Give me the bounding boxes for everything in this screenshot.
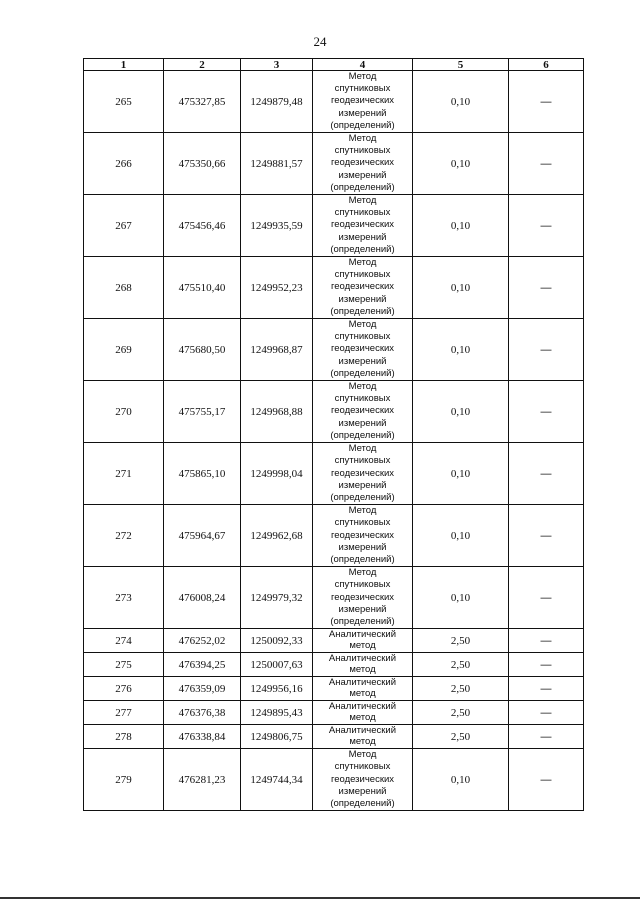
x-coordinate-cell: 476281,23 (164, 749, 241, 811)
table-row (84, 653, 584, 677)
method-line: геодезических (330, 405, 395, 417)
method-line: спутниковых (334, 83, 391, 95)
method-cell (313, 71, 413, 133)
method-cell (313, 319, 413, 381)
method-cell (313, 677, 413, 701)
note-cell: — (509, 677, 584, 701)
method-line: Аналитический (328, 629, 397, 641)
method-line: геодезических (330, 219, 395, 231)
method-cell (313, 749, 413, 811)
accuracy-cell: 0,10 (413, 195, 509, 257)
x-coordinate-cell: 475680,50 (164, 319, 241, 381)
method-cell (313, 629, 413, 653)
y-coordinate-cell: 1249744,34 (241, 749, 313, 811)
method-line: измерений (338, 603, 387, 615)
method-line: Аналитический (328, 725, 397, 737)
y-coordinate-cell: 1249952,23 (241, 257, 313, 319)
method-line: измерений (338, 107, 387, 119)
table-row (84, 443, 584, 505)
note-cell: — (509, 381, 584, 443)
table-row (84, 629, 584, 653)
y-coordinate-cell: 1249895,43 (241, 701, 313, 725)
note-cell: — (509, 653, 584, 677)
method-line: геодезических (330, 467, 395, 479)
x-coordinate-cell: 475510,40 (164, 257, 241, 319)
x-coordinate-cell: 476376,38 (164, 701, 241, 725)
method-line: спутниковых (334, 269, 391, 281)
method-line: Метод (348, 71, 377, 82)
method-line: спутниковых (334, 761, 391, 773)
method-cell (313, 725, 413, 749)
note-cell: — (509, 133, 584, 195)
point-number-cell: 268 (84, 257, 164, 319)
y-coordinate-cell: 1250007,63 (241, 653, 313, 677)
note-cell: — (509, 749, 584, 811)
method-cell (313, 567, 413, 629)
method-line: Метод (348, 319, 377, 331)
accuracy-cell: 0,10 (413, 567, 509, 629)
accuracy-cell: 2,50 (413, 653, 509, 677)
method-line: (определений) (330, 491, 395, 503)
method-line: измерений (338, 293, 387, 305)
method-line: геодезических (330, 591, 395, 603)
column-header: 1 (84, 59, 164, 71)
method-cell (313, 443, 413, 505)
method-line: Метод (348, 749, 377, 761)
y-coordinate-cell: 1249881,57 (241, 133, 313, 195)
x-coordinate-cell: 475755,17 (164, 381, 241, 443)
accuracy-cell: 0,10 (413, 133, 509, 195)
x-coordinate-cell: 476008,24 (164, 567, 241, 629)
point-number-cell: 273 (84, 567, 164, 629)
method-line: Аналитический (328, 677, 397, 689)
x-coordinate-cell: 476394,25 (164, 653, 241, 677)
method-line: геодезических (330, 529, 395, 541)
x-coordinate-cell: 475456,46 (164, 195, 241, 257)
method-line: метод (349, 712, 376, 724)
table-row (84, 505, 584, 567)
method-line: Аналитический (328, 653, 397, 665)
point-number-cell: 272 (84, 505, 164, 567)
point-number-cell: 278 (84, 725, 164, 749)
method-cell (313, 505, 413, 567)
method-line: Метод (348, 133, 377, 145)
accuracy-cell: 0,10 (413, 749, 509, 811)
y-coordinate-cell: 1249998,04 (241, 443, 313, 505)
x-coordinate-cell: 476359,09 (164, 677, 241, 701)
method-line: Метод (348, 257, 377, 269)
accuracy-cell: 0,10 (413, 381, 509, 443)
table-header-row (84, 59, 584, 71)
method-line: метод (349, 640, 376, 652)
method-line: геодезических (330, 281, 395, 293)
method-line: (определений) (330, 305, 395, 317)
method-cell (313, 257, 413, 319)
method-line: спутниковых (334, 207, 391, 219)
page-number: 24 (313, 34, 327, 49)
accuracy-cell: 2,50 (413, 629, 509, 653)
y-coordinate-cell: 1250092,33 (241, 629, 313, 653)
column-header: 4 (313, 59, 413, 71)
method-line: спутниковых (334, 145, 391, 157)
table-row (84, 725, 584, 749)
point-number-cell: 266 (84, 133, 164, 195)
table-row (84, 319, 584, 381)
method-line: метод (349, 736, 376, 748)
x-coordinate-cell: 476338,84 (164, 725, 241, 749)
table-row (84, 567, 584, 629)
table-row (84, 71, 584, 133)
table-row (84, 381, 584, 443)
accuracy-cell: 2,50 (413, 677, 509, 701)
note-cell: — (509, 567, 584, 629)
x-coordinate-cell: 475327,85 (164, 71, 241, 133)
accuracy-cell: 0,10 (413, 257, 509, 319)
method-line: (определений) (330, 119, 395, 131)
note-cell: — (509, 725, 584, 749)
table-row (84, 257, 584, 319)
method-line: геодезических (330, 157, 395, 169)
accuracy-cell: 0,10 (413, 443, 509, 505)
method-line: Метод (348, 381, 377, 393)
column-header: 2 (164, 59, 241, 71)
method-line: Аналитический (328, 701, 397, 713)
y-coordinate-cell: 1249956,16 (241, 677, 313, 701)
table-row (84, 701, 584, 725)
accuracy-cell: 0,10 (413, 71, 509, 133)
method-line: (определений) (330, 181, 395, 193)
method-line: Метод (348, 195, 377, 207)
method-line: (определений) (330, 553, 395, 565)
method-line: спутниковых (334, 517, 391, 529)
method-line: (определений) (330, 615, 395, 627)
point-number-cell: 279 (84, 749, 164, 811)
method-line: метод (349, 688, 376, 700)
method-line: Метод (348, 505, 377, 517)
method-line: измерений (338, 169, 387, 181)
method-line: (определений) (330, 429, 395, 441)
point-number-cell: 275 (84, 653, 164, 677)
note-cell: — (509, 195, 584, 257)
x-coordinate-cell: 475350,66 (164, 133, 241, 195)
accuracy-cell: 2,50 (413, 725, 509, 749)
column-header: 6 (509, 59, 584, 71)
y-coordinate-cell: 1249935,59 (241, 195, 313, 257)
x-coordinate-cell: 475964,67 (164, 505, 241, 567)
x-coordinate-cell: 476252,02 (164, 629, 241, 653)
table-row (84, 195, 584, 257)
method-line: (определений) (330, 367, 395, 379)
note-cell: — (509, 71, 584, 133)
accuracy-cell: 2,50 (413, 701, 509, 725)
y-coordinate-cell: 1249962,68 (241, 505, 313, 567)
method-cell (313, 381, 413, 443)
y-coordinate-cell: 1249968,88 (241, 381, 313, 443)
method-line: измерений (338, 479, 387, 491)
point-number-cell: 270 (84, 381, 164, 443)
method-line: измерений (338, 785, 387, 797)
accuracy-cell: 0,10 (413, 505, 509, 567)
point-number-cell: 276 (84, 677, 164, 701)
table-row (84, 749, 584, 811)
method-line: (определений) (330, 797, 395, 809)
coordinates-table (83, 58, 584, 811)
point-number-cell: 267 (84, 195, 164, 257)
method-line: спутниковых (334, 455, 391, 467)
y-coordinate-cell: 1249806,75 (241, 725, 313, 749)
method-line: измерений (338, 541, 387, 553)
method-line: спутниковых (334, 331, 391, 343)
point-number-cell: 271 (84, 443, 164, 505)
method-cell (313, 133, 413, 195)
method-line: геодезических (330, 773, 395, 785)
column-header: 5 (413, 59, 509, 71)
method-line: измерений (338, 355, 387, 367)
page-bottom-edge (0, 897, 640, 899)
table-row (84, 677, 584, 701)
method-line: измерений (338, 231, 387, 243)
accuracy-cell: 0,10 (413, 319, 509, 381)
method-line: (определений) (330, 243, 395, 255)
method-line: Метод (348, 443, 377, 455)
method-cell (313, 701, 413, 725)
note-cell: — (509, 505, 584, 567)
note-cell: — (509, 629, 584, 653)
point-number-cell: 269 (84, 319, 164, 381)
method-line: спутниковых (334, 393, 391, 405)
x-coordinate-cell: 475865,10 (164, 443, 241, 505)
y-coordinate-cell: 1249979,32 (241, 567, 313, 629)
point-number-cell: 277 (84, 701, 164, 725)
method-line: Метод (348, 567, 377, 579)
method-line: метод (349, 664, 376, 676)
method-line: спутниковых (334, 579, 391, 591)
note-cell: — (509, 701, 584, 725)
method-cell (313, 653, 413, 677)
point-number-cell: 274 (84, 629, 164, 653)
method-line: геодезических (330, 95, 395, 107)
method-line: геодезических (330, 343, 395, 355)
y-coordinate-cell: 1249968,87 (241, 319, 313, 381)
method-line: измерений (338, 417, 387, 429)
note-cell: — (509, 257, 584, 319)
table-row (84, 133, 584, 195)
column-header: 3 (241, 59, 313, 71)
note-cell: — (509, 443, 584, 505)
point-number-cell: 265 (84, 71, 164, 133)
method-cell (313, 195, 413, 257)
note-cell: — (509, 319, 584, 381)
y-coordinate-cell: 1249879,48 (241, 71, 313, 133)
